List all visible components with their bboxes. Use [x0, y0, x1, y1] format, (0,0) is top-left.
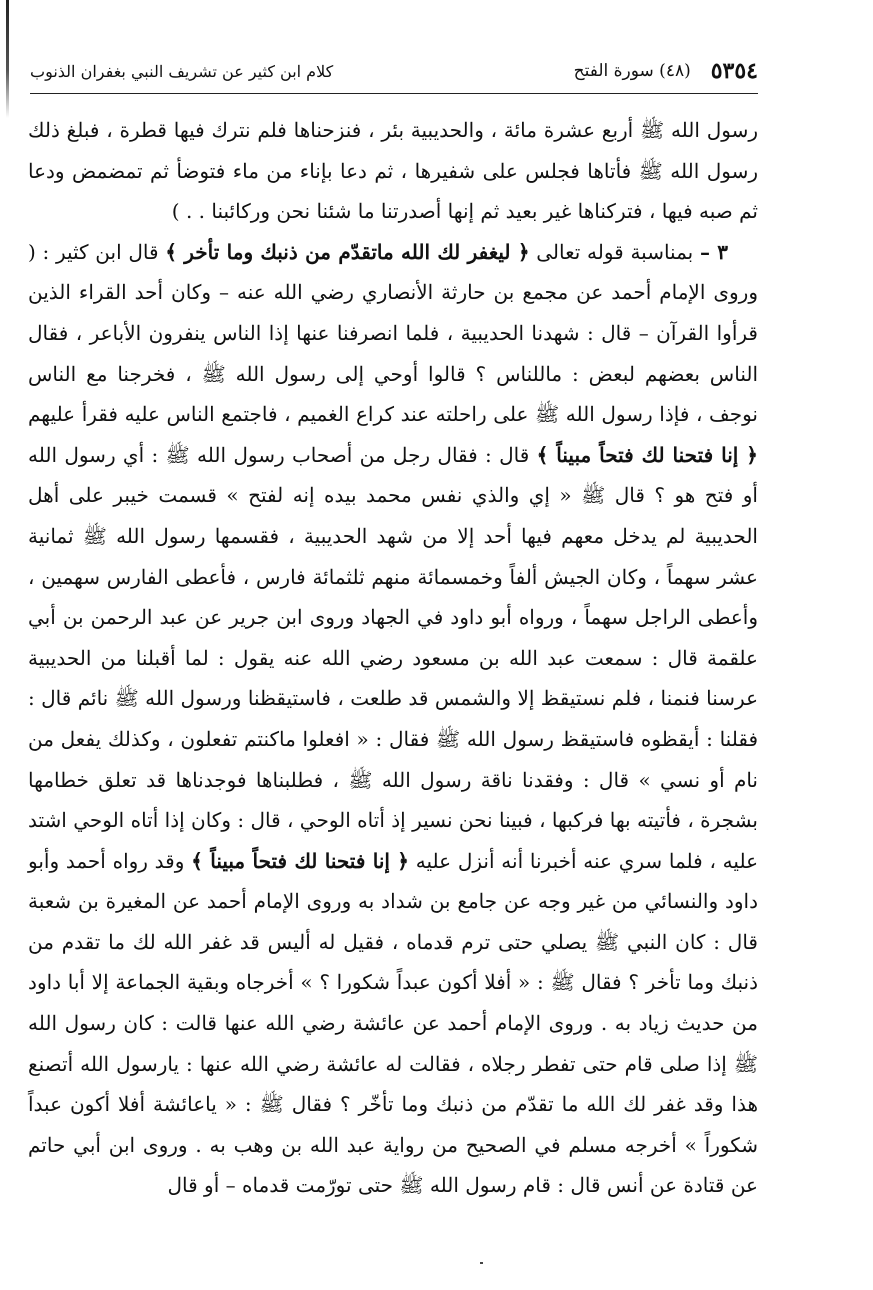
page-number: ٥٣٥٤	[710, 58, 758, 84]
paragraph-1: رسول الله ﷺ أربع عشرة مائة ، والحديبية بئر ، فنزحناها فلم نترك فيها قطرة ، فبلغ ذلك رسول الله ﷺ فأتاها فجلس على شفيرها ، ثم دعا بإناء من ماء فتوضأ ثم تمضمض ودعا ثم صبه فيها ، فتركناها غير بعيد ثم إنها أصدرتنا ما شئنا نحن وركائبنا . . )	[28, 118, 758, 224]
paragraph-2	[28, 232, 758, 1206]
quran-verse: ﴿ إنا فتحنا لك فتحاً مبيناً ﴾	[191, 848, 410, 873]
item-number: ٣ –	[699, 239, 728, 264]
paragraph-text: قال ابن كثير : ( وروى الإمام أحمد عن مجمع بن حارثة الأنصاري رضي الله عنه – وكان أحد القراء الذين قرأوا القرآن – قال : شهدنا الحديبية ، فلما انصرفنا عنها إذا الناس ينفرون الأباعر ، فقال الناس بعضهم لبعض : ماللناس ؟ قالوا أوحي إلى رسول الله ﷺ ، فخرجنا مع الناس نوجف ، فإذا رسول الله ﷺ على راحلته عند كراع الغميم ، فاجتمع الناس عليه فقرأ عليهم	[28, 239, 758, 427]
stray-mark	[480, 1262, 483, 1264]
running-title: كلام ابن كثير عن تشريف النبي بغفران الذنوب	[30, 61, 334, 81]
paragraph-text: بمناسبة قوله تعالى	[529, 239, 700, 264]
body-text	[28, 110, 758, 1206]
paragraph-text: قال : فقال رجل من أصحاب رسول الله ﷺ : أي رسول الله أو فتح هو ؟ قال ﷺ « إي والذي نفس محمد بيده إنه لفتح » قسمت خيبر على أهل الحديبية لم يدخل معهم فيها أحد إلا من شهد الحديبية ، فقسمها رسول الله ﷺ ثمانية عشر سهماً ، وكان الجيش ألفاً وخمسمائة منهم ثلثمائة فارس ، فأعطى الفارس سهمين ، وأعطى الراجل سهماً ، ورواه أبو داود في الجهاد وروى ابن جرير عن عبد الرحمن بن أبي علقمة قال : سمعت عبد الله بن مسعود رضي الله عنه يقول : لما أقبلنا من الحديبية عرسنا فنمنا ، فلم نستيقظ إلا والشمس قد طلعت ، فاستيقظنا ورسول الله ﷺ نائم قال : فقلنا : أيقظوه فاستيقظ رسول الله ﷺ فقال : « افعلوا ماكنتم تفعلون ، وكذلك يفعل من نام أو نسي » قال : وفقدنا ناقة رسول الله ﷺ ، فطلبناها فوجدناها قد تعلق خطامها بشجرة ، فأتيته بها فركبها ، فبينا نحن نسير إذ أتاه الوحي ، قال : وكان إذا أتاه الوحي اشتد عليه ، فلما سري عنه أخبرنا أنه أنزل عليه	[28, 442, 758, 873]
quran-verse: ﴿ إنا فتحنا لك فتحاً مبيناً ﴾	[536, 442, 758, 467]
header-rule	[30, 93, 758, 94]
surah-label: (٤٨) سورة الفتح	[573, 61, 691, 81]
page-header	[30, 56, 758, 86]
paragraph-text: وقد رواه أحمد وأبو داود والنسائي من غير وجه عن جامع بن شداد به وروى الإمام أحمد عن المغيرة بن شعبة قال : كان النبي ﷺ يصلي حتى ترم قدماه ، فقيل له أليس قد غفر الله لك ما تقدم من ذنبك وما تأخر ؟ فقال ﷺ : « أفلا أكون عبداً شكورا ؟ » أخرجاه وبقية الجماعة إلا أبا داود من حديث زياد به . وروى الإمام أحمد عن عائشة رضي الله عنها قالت : كان رسول الله ﷺ إذا صلى قام حتى تفطر رجلاه ، فقالت له عائشة رضي الله عنها : يارسول الله أتصنع هذا وقد غفر لك الله ما تقدّم من ذنبك وما تأخّر ؟ فقال ﷺ : « ياعائشة أفلا أكون عبداً شكوراً » أخرجه مسلم في الصحيح من رواية عبد الله بن وهب به . وروى ابن أبي حاتم عن قتادة عن أنس قال : قام رسول الله ﷺ حتى تورّمت قدماه – أو قال	[28, 848, 758, 1198]
quran-verse: ﴿ ليغفر لك الله ماتقدّم من ذنبك وما تأخر ﴾	[165, 239, 530, 264]
page-edge	[6, 0, 9, 118]
